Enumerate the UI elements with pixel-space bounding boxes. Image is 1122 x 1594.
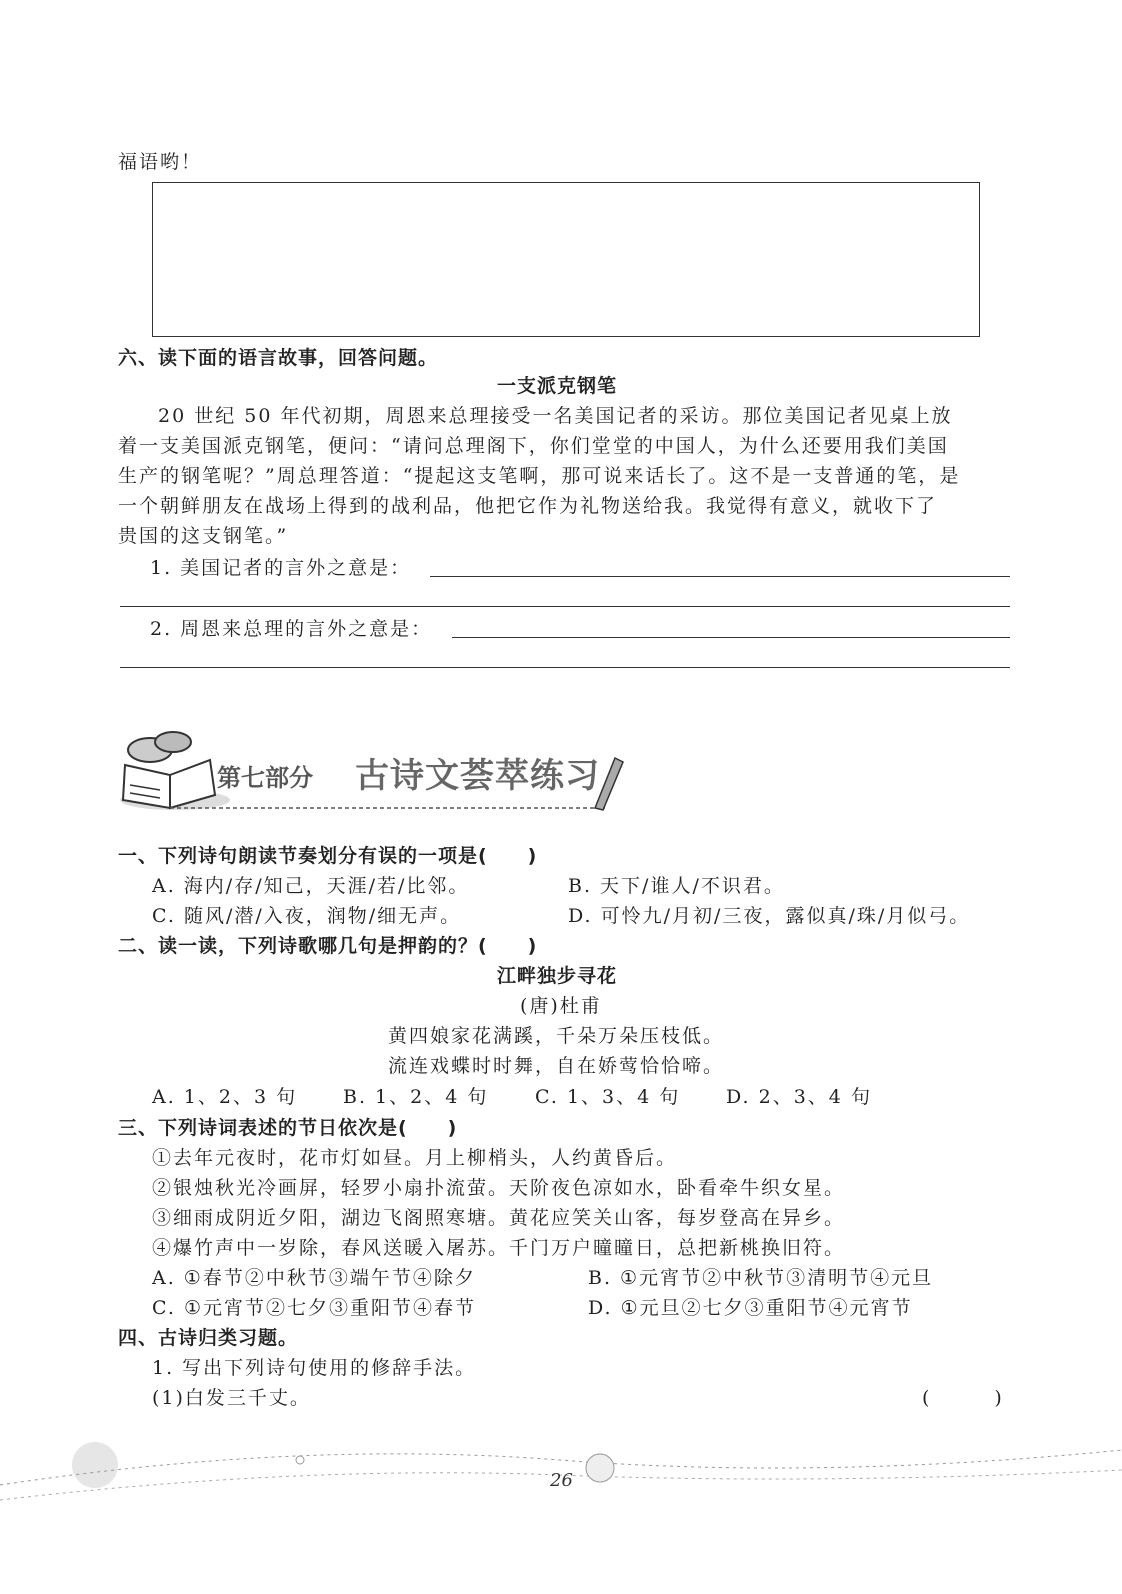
poem-item: ①去年元夜时，花市灯如昼。月上柳梢头，人约黄昏后。 <box>152 1147 678 1169</box>
option-d[interactable]: D. 2、3、4 句 <box>726 1086 872 1108</box>
option-b[interactable]: B. ①元宵节②中秋节③清明节④元旦 <box>588 1267 934 1289</box>
flower-icon <box>586 1454 614 1482</box>
answer-paren[interactable]: ( ) <box>922 1387 1004 1409</box>
option-b[interactable]: B. 天下/谁人/不识君。 <box>568 875 785 897</box>
section6-heading: 六、读下面的语言故事，回答问题。 <box>118 347 439 369</box>
q4-heading: 四、古诗归类习题。 <box>118 1327 299 1349</box>
option-a[interactable]: A. 1、2、3 句 <box>152 1086 298 1108</box>
poem-item: ④爆竹声中一岁除，春风送暖入屠苏。千门万户曈曈日，总把新桃换旧符。 <box>152 1237 846 1259</box>
paragraph-line: 着一支美国派克钢笔，便问：“请问总理阁下，你们堂堂的中国人，为什么还要用我们美国 <box>118 435 949 457</box>
answer-line[interactable] <box>452 637 1010 638</box>
question-1: 1. 美国记者的言外之意是： <box>150 557 412 579</box>
answer-line[interactable] <box>120 606 1010 607</box>
paragraph-line: 生产的钢笔呢？”周总理答道：“提起这支笔啊，那可说来话长了。这不是一支普通的笔，是 <box>118 465 961 487</box>
option-c[interactable]: C. 随风/潜/入夜，润物/细无声。 <box>152 905 462 927</box>
paragraph-line: 20 世纪 50 年代初期，周恩来总理接受一名美国记者的采访。那位美国记者见桌上放 <box>158 405 953 427</box>
answer-box[interactable] <box>152 182 980 337</box>
option-a[interactable]: A. ①春节②中秋节③端午节④除夕 <box>152 1267 476 1289</box>
paragraph-line: 一个朝鲜朋友在战场上得到的战利品，他把它作为礼物送给我。我觉得有意义，就收下了 <box>118 495 938 517</box>
option-d[interactable]: D. 可怜九/月初/三夜，露似真/珠/月似弓。 <box>568 905 971 927</box>
poem-item: ②银烛秋光冷画屏，轻罗小扇扑流萤。天阶夜色凉如水，卧看牵牛织女星。 <box>152 1177 846 1199</box>
q4-item1: (1)白发三千丈。 <box>152 1387 311 1409</box>
q4-sub1: 1. 写出下列诗句使用的修辞手法。 <box>152 1357 477 1379</box>
q2-heading: 二、读一读，下列诗歌哪几句是押韵的？( ) <box>118 935 538 957</box>
page-number: 26 <box>550 1470 573 1491</box>
question-2: 2. 周恩来总理的言外之意是： <box>150 618 433 640</box>
poem-author: (唐)杜甫 <box>520 995 602 1017</box>
part-title: 古诗文荟萃练习 <box>355 756 600 796</box>
option-c[interactable]: C. 1、3、4 句 <box>535 1086 681 1108</box>
option-d[interactable]: D. ①元旦②七夕③重阳节④元宵节 <box>588 1297 913 1319</box>
poem-line: 流连戏蝶时时舞，自在娇莺恰恰啼。 <box>388 1055 725 1077</box>
option-b[interactable]: B. 1、2、4 句 <box>343 1086 489 1108</box>
q3-heading: 三、下列诗词表述的节日依次是( ) <box>118 1117 458 1139</box>
answer-line[interactable] <box>120 667 1010 668</box>
poem-title: 江畔独步寻花 <box>497 965 618 987</box>
intro-tail: 福语哟！ <box>118 151 203 173</box>
poem-line: 黄四娘家花满蹊，千朵万朵压枝低。 <box>388 1025 725 1047</box>
poem-item: ③细雨成阴近夕阳，湖边飞阁照寒塘。黄花应笑关山客，每岁登高在异乡。 <box>152 1207 846 1229</box>
q1-heading: 一、下列诗句朗读节奏划分有误的一项是( ) <box>118 845 538 867</box>
part-label: 第七部分 <box>217 764 313 792</box>
option-a[interactable]: A. 海内/存/知己，天涯/若/比邻。 <box>152 875 470 897</box>
section-banner <box>115 730 635 815</box>
answer-line[interactable] <box>430 576 1010 577</box>
story-title: 一支派克钢笔 <box>497 375 618 397</box>
paragraph-line: 贵国的这支钢笔。” <box>118 525 289 547</box>
option-c[interactable]: C. ①元宵节②七夕③重阳节④春节 <box>152 1297 476 1319</box>
